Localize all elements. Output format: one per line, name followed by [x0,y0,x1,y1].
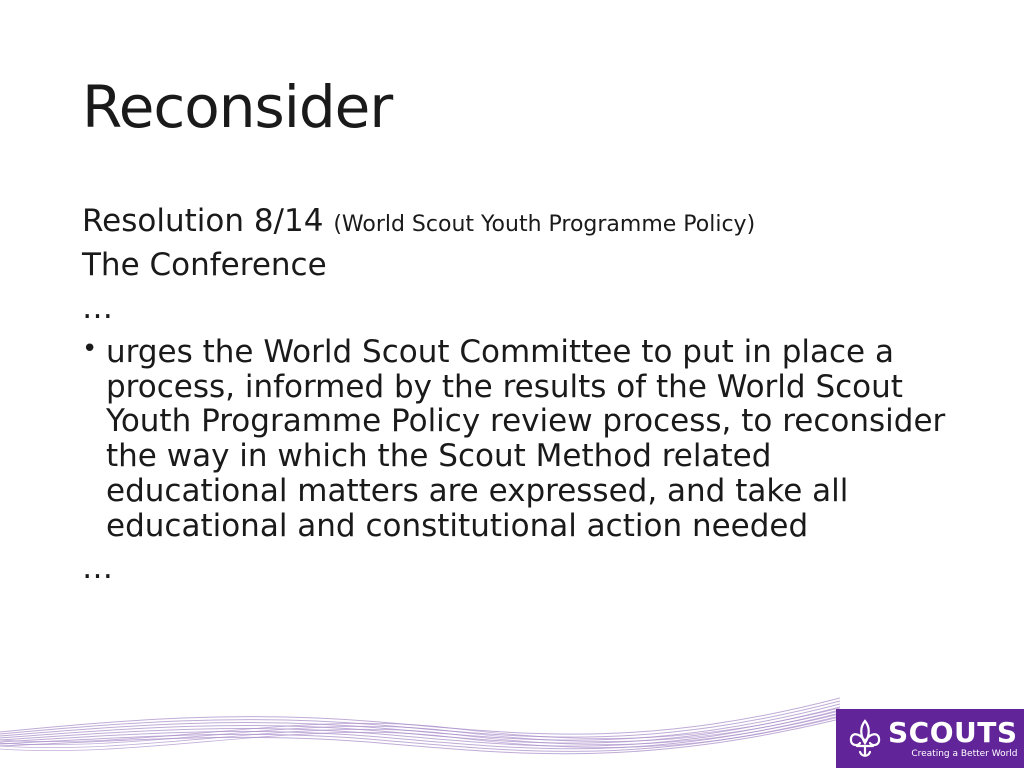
bullet-text: urges the World Scout Committee to put in place a process, informed by the results of the World Scout Youth Programme Policy review process, to reconsider the way in which the Scout Method related educational matters are expressed, and take all educational and constitutional action needed [106,333,946,544]
resolution-label: Resolution 8/14 [82,203,324,239]
logo-tagline: Creating a Better World [911,748,1018,759]
logo-wordmark: SCOUTS [888,715,1018,749]
resolution-subtitle: (World Scout Youth Programme Policy) [333,212,756,237]
bullet-item [82,335,962,543]
fleur-de-lis-icon [848,719,882,759]
slide-body [82,204,962,595]
ellipsis-bottom: … [82,550,113,587]
ellipsis-top: … [82,290,113,327]
conference-line: The Conference [82,246,327,283]
slide-title: Reconsider [82,73,393,141]
scouts-logo [836,709,1024,768]
decorative-waves [0,680,840,768]
resolution-line [82,204,962,240]
bullet-marker: • [82,333,98,364]
logo-text [888,715,1018,759]
